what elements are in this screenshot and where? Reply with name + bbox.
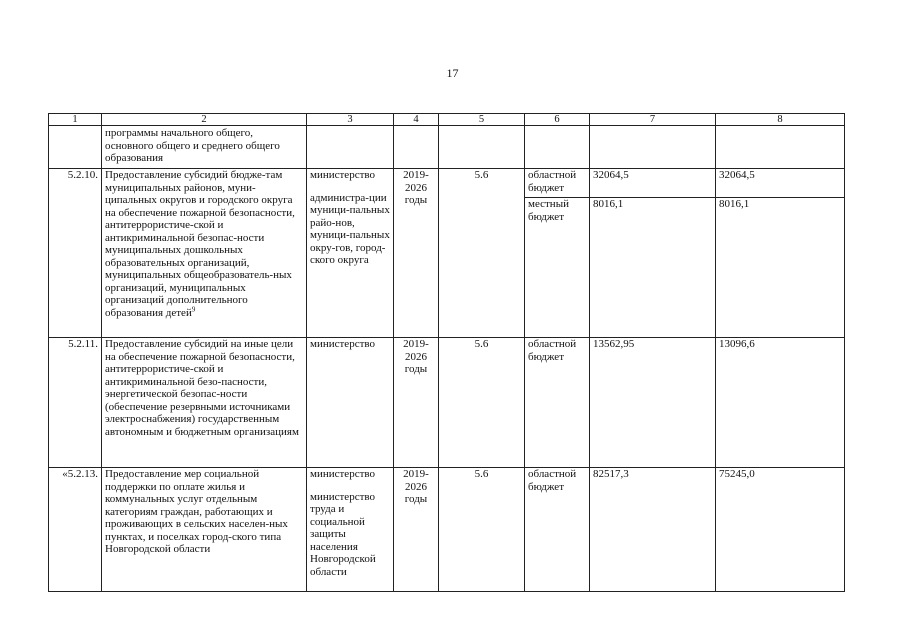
measure-description: Предоставление субсидий на иные цели на обеспечение пожарной безопасности, антитеррористиче-ской и антикриминальной безо-пасности, энергетической безопас-ности (обеспечение резервными источниками электроснабжения) государственным автономным и бюджетным организациям: [102, 338, 307, 468]
table-row: [49, 338, 845, 468]
column-header: 4: [394, 114, 439, 126]
program-table: [48, 113, 845, 592]
executor: министерство: [307, 338, 394, 468]
funding-source: областной бюджет: [525, 338, 590, 468]
column-header: 2: [102, 114, 307, 126]
executor: министерство администра-ции муници-пальных райо-нов, муници-пальных окру-гов, город-ского округа: [307, 169, 394, 338]
funding-value: 32064,5: [716, 169, 845, 198]
header-row: [49, 114, 845, 126]
funding-value: 32064,5: [590, 169, 716, 198]
target-indicator-code: 5.6: [439, 169, 525, 338]
measure-number: «5.2.13.: [49, 468, 102, 592]
measure-description: программы начального общего, основного общего и среднего общего образования: [102, 126, 307, 169]
table-row: [49, 169, 845, 198]
column-header: 3: [307, 114, 394, 126]
funding-value: 13562,95: [590, 338, 716, 468]
funding-value: 75245,0: [716, 468, 845, 592]
target-indicator-code: 5.6: [439, 468, 525, 592]
funding-source: областной бюджет: [525, 468, 590, 592]
measure-description: Предоставление мер социальной поддержки по оплате жилья и коммунальных услуг отдельным категориям граждан, работающих и проживающих в сельских населен-ных пунктах, и поселках город-ского типа Новгородской области: [102, 468, 307, 592]
funding-value: 8016,1: [716, 198, 845, 338]
table-row-continuation: [49, 126, 845, 169]
measure-number: 5.2.10.: [49, 169, 102, 338]
table-row: [49, 468, 845, 592]
column-header: 8: [716, 114, 845, 126]
funding-value: 13096,6: [716, 338, 845, 468]
measure-description: Предоставление субсидий бюдже-там муниципальных районов, муни-ципальных округов и городского округа на обеспечение пожарной безопасности, антитеррористиче-ской и антикриминальной безопас-ности муниципальных дошкольных образовательных организаций, муниципальных общеобразователь-ных организаций, муниципальных организаций дополнительного образования детей$^9$: [102, 169, 307, 338]
column-header: 5: [439, 114, 525, 126]
target-indicator-code: 5.6: [439, 338, 525, 468]
executor: министерство министерство труда и социальной защиты населения Новгородской области: [307, 468, 394, 592]
period: 2019-2026 годы: [394, 338, 439, 468]
column-header: 7: [590, 114, 716, 126]
column-header: 1: [49, 114, 102, 126]
period: 2019-2026 годы: [394, 468, 439, 592]
funding-value: 82517,3: [590, 468, 716, 592]
funding-source: областной бюджет: [525, 169, 590, 198]
funding-source: местный бюджет: [525, 198, 590, 338]
period: 2019-2026 годы: [394, 169, 439, 338]
funding-value: 8016,1: [590, 198, 716, 338]
page-number: 17: [446, 66, 459, 80]
column-header: 6: [525, 114, 590, 126]
measure-number: 5.2.11.: [49, 338, 102, 468]
